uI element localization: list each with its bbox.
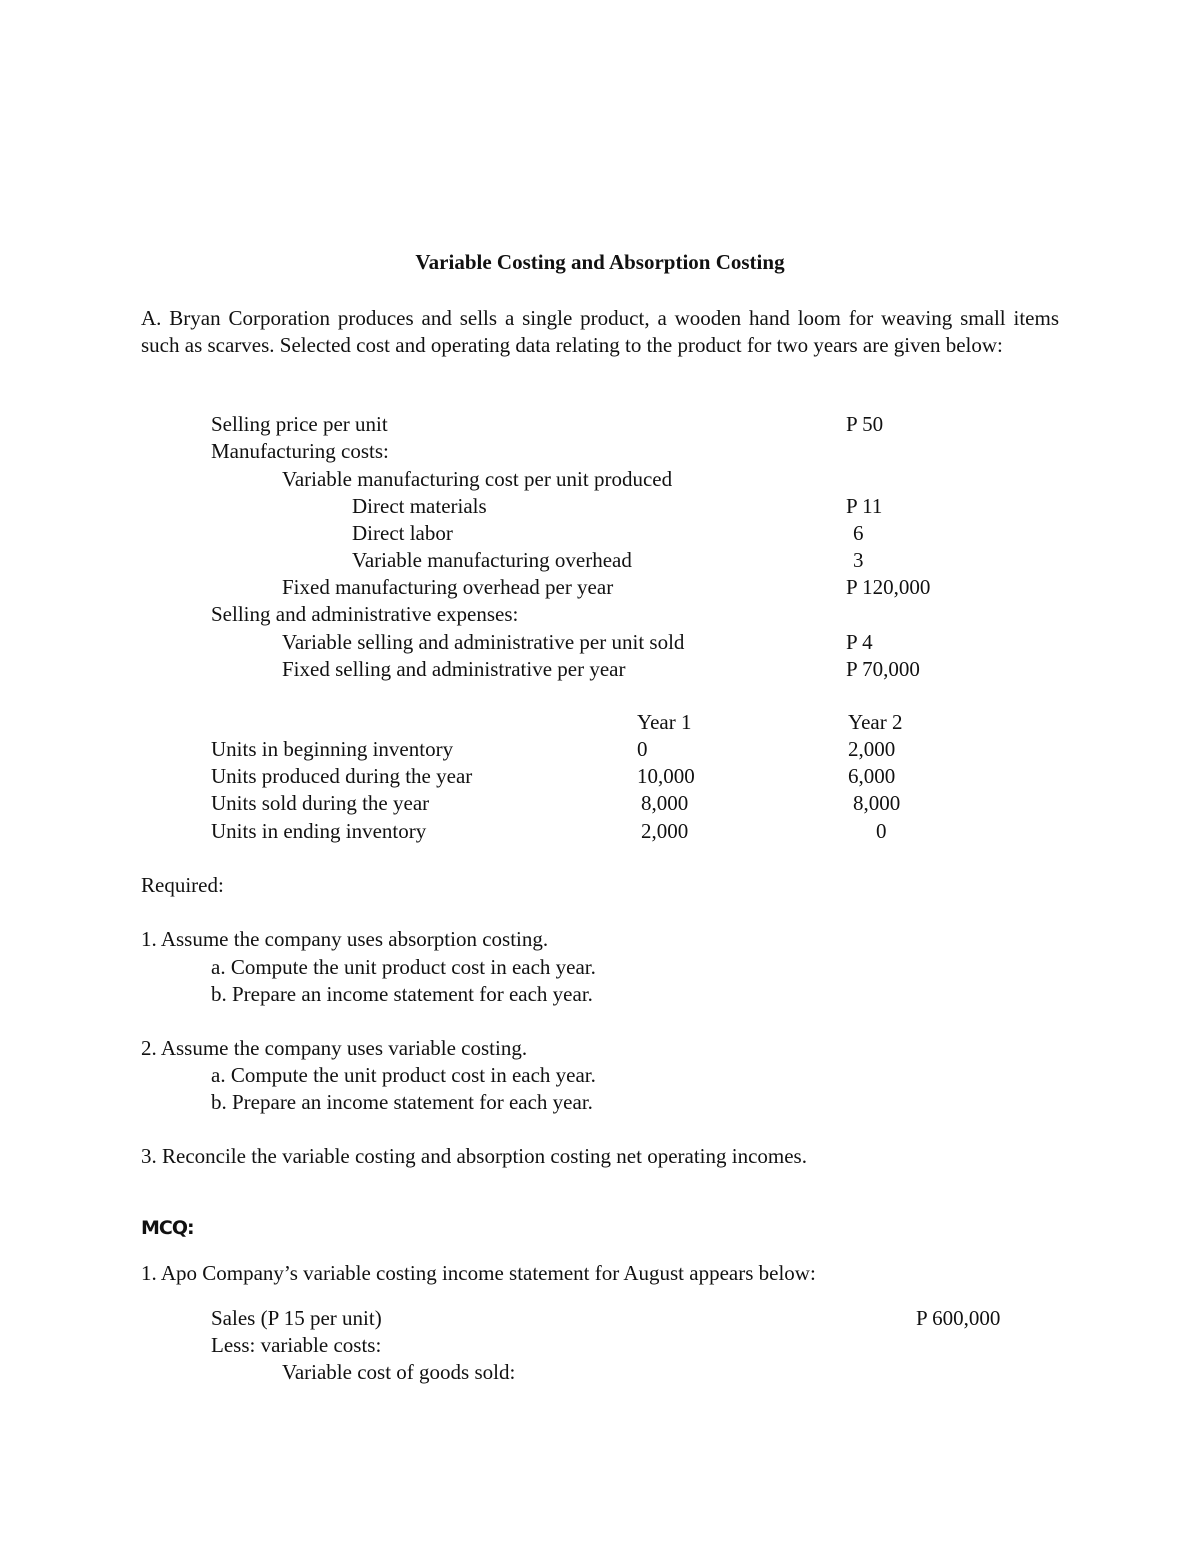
fixed-sga-label: Fixed selling and administrative per year <box>282 657 626 681</box>
mcq-question-1: 1. Apo Company’s variable costing income statement for August appears below: <box>141 1261 816 1285</box>
variable-sga-value: P 4 <box>846 630 873 654</box>
question-1b: b. Prepare an income statement for each year. <box>211 982 593 1006</box>
sales-label: Sales (P 15 per unit) <box>211 1306 382 1330</box>
question-2a: a. Compute the unit product cost in each year. <box>211 1063 596 1087</box>
table-row-label: Units produced during the year <box>211 764 473 788</box>
table-row-label: Units in beginning inventory <box>211 737 454 761</box>
variable-mfg-label: Variable manufacturing cost per unit produced <box>282 467 673 491</box>
question-2b: b. Prepare an income statement for each year. <box>211 1090 593 1114</box>
question-1a: a. Compute the unit product cost in each year. <box>211 955 596 979</box>
intro-paragraph: A. Bryan Corporation produces and sells a single product, a wooden hand loom for weaving small items such as scarves. Selected cost and operating data relating to the product for two years are given below: <box>141 306 1059 357</box>
question-1: 1. Assume the company uses absorption costing. <box>141 927 549 951</box>
variable-cogs-label: Variable cost of goods sold: <box>282 1360 516 1384</box>
direct-labor-value: 6 <box>853 521 864 545</box>
less-variable-label: Less: variable costs: <box>211 1333 382 1357</box>
table-cell-year1: 10,000 <box>637 764 695 788</box>
mcq-heading: MCQ: <box>141 1217 194 1239</box>
direct-materials-label: Direct materials <box>352 494 487 518</box>
fixed-overhead-value: P 120,000 <box>846 575 931 599</box>
table-header-year2: Year 2 <box>848 710 903 734</box>
sga-label: Selling and administrative expenses: <box>211 602 519 626</box>
question-2: 2. Assume the company uses variable costing. <box>141 1036 528 1060</box>
document-title: Variable Costing and Absorption Costing <box>415 250 785 274</box>
table-cell-year2: 6,000 <box>848 764 896 788</box>
table-header-year1: Year 1 <box>637 710 692 734</box>
fixed-sga-value: P 70,000 <box>846 657 920 681</box>
fixed-overhead-label: Fixed manufacturing overhead per year <box>282 575 614 599</box>
variable-overhead-label: Variable manufacturing overhead <box>352 548 632 572</box>
question-3: 3. Reconcile the variable costing and absorption costing net operating incomes. <box>141 1144 807 1168</box>
table-row-label: Units in ending inventory <box>211 819 427 843</box>
table-cell-year2: 2,000 <box>848 737 896 761</box>
table-row-label: Units sold during the year <box>211 791 430 815</box>
variable-sga-label: Variable selling and administrative per unit sold <box>282 630 685 654</box>
table-cell-year2: 0 <box>876 819 887 843</box>
sales-value: P 600,000 <box>916 1306 1001 1330</box>
table-cell-year1: 8,000 <box>641 791 689 815</box>
direct-materials-value: P 11 <box>846 494 883 518</box>
direct-labor-label: Direct labor <box>352 521 453 545</box>
required-heading: Required: <box>141 873 224 897</box>
selling-price-value: P 50 <box>846 412 884 436</box>
selling-price-label: Selling price per unit <box>211 412 388 436</box>
variable-overhead-value: 3 <box>853 548 864 572</box>
table-cell-year2: 8,000 <box>853 791 901 815</box>
table-cell-year1: 2,000 <box>641 819 689 843</box>
manufacturing-costs-label: Manufacturing costs: <box>211 439 389 463</box>
table-cell-year1: 0 <box>637 737 648 761</box>
